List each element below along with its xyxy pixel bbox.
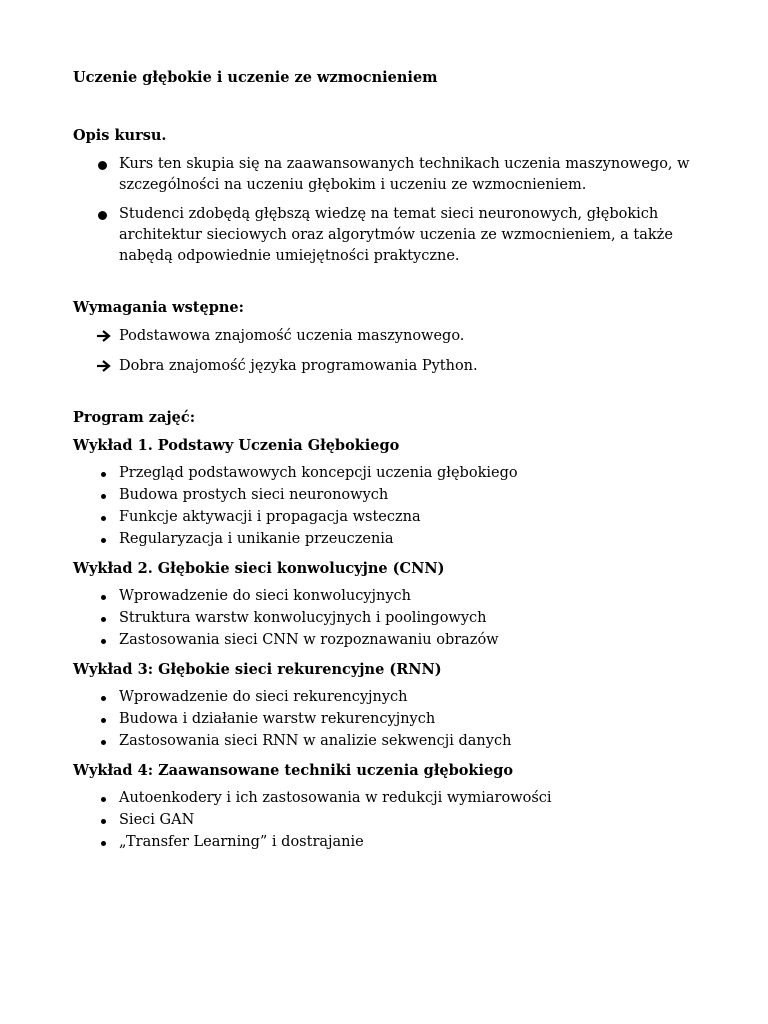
- arrow-right-icon: [97, 360, 111, 372]
- list-item-text: Funkcje aktywacji i propagacja wsteczna: [119, 509, 421, 525]
- list-item-text: Autoenkodery i ich zastosowania w redukcji wymiarowości: [119, 790, 552, 806]
- list-item: [73, 731, 703, 752]
- lecture-title: Wykład 4: Zaawansowane techniki uczenia głębokiego: [73, 762, 514, 779]
- list-item-text: Kurs ten skupia się na zaawansowanych technikach uczenia maszynowego, w szczególności na uczeniu głębokim i uczeniu ze wzmocnieniem.: [119, 156, 690, 193]
- list-item: [73, 709, 703, 730]
- list-item: [73, 326, 703, 347]
- list-item-text: Zastosowania sieci RNN w analizie sekwencji danych: [119, 733, 512, 749]
- prerequisites-heading: Wymagania wstępne:: [73, 299, 244, 316]
- list-item-text: Regularyzacja i unikanie przeuczenia: [119, 531, 394, 547]
- list-item-text: Struktura warstw konwolucyjnych i poolingowych: [119, 610, 487, 626]
- bullet-icon: [101, 516, 106, 521]
- prerequisites-list: [73, 326, 703, 377]
- list-item-text: Zastosowania sieci CNN w rozpoznawaniu obrazów: [119, 632, 499, 648]
- list-item: [73, 608, 703, 629]
- bullet-icon: [101, 740, 106, 745]
- list-item: [73, 485, 703, 506]
- list-item: [73, 586, 703, 607]
- list-item-text: „Transfer Learning” i dostrajanie: [119, 834, 364, 850]
- list-item: [73, 356, 703, 377]
- list-item-text: Budowa i działanie warstw rekurencyjnych: [119, 711, 436, 727]
- list-item: [73, 630, 703, 651]
- list-item: [73, 832, 703, 853]
- bullet-icon: [101, 472, 106, 477]
- list-item: [73, 788, 703, 809]
- bullet-icon: [101, 538, 106, 543]
- bullet-icon: [101, 718, 106, 723]
- list-item: [73, 204, 703, 267]
- bullet-icon: [98, 161, 107, 170]
- list-item-text: Dobra znajomość języka programowania Python.: [119, 358, 478, 374]
- list-item: [73, 810, 703, 831]
- lecture-title: Wykład 2. Głębokie sieci konwolucyjne (CNN): [73, 560, 445, 577]
- bullet-icon: [101, 819, 106, 824]
- list-item: [73, 507, 703, 528]
- bullet-icon: [101, 595, 106, 600]
- lecture-block: [73, 558, 703, 651]
- bullet-icon: [101, 494, 106, 499]
- lecture-block: [73, 659, 703, 752]
- course-description-list: [73, 154, 703, 267]
- list-item: [73, 154, 703, 196]
- list-item: [73, 529, 703, 550]
- document-title: Uczenie głębokie i uczenie ze wzmocnieniem: [73, 69, 438, 86]
- lecture-topic-list: [73, 788, 703, 853]
- list-item-text: Podstawowa znajomość uczenia maszynowego.: [119, 328, 465, 344]
- bullet-icon: [101, 639, 106, 644]
- bullet-icon: [101, 841, 106, 846]
- bullet-icon: [101, 617, 106, 622]
- list-item: [73, 687, 703, 708]
- list-item-text: Wprowadzenie do sieci rekurencyjnych: [119, 689, 408, 705]
- arrow-right-icon: [97, 330, 111, 342]
- lecture-block: [73, 760, 703, 853]
- bullet-icon: [101, 696, 106, 701]
- list-item: [73, 463, 703, 484]
- course-description-section: [73, 125, 703, 267]
- program-heading: Program zajęć:: [73, 409, 196, 426]
- program-section: [73, 407, 703, 853]
- lecture-topic-list: [73, 463, 703, 550]
- bullet-icon: [98, 211, 107, 220]
- lecture-topic-list: [73, 586, 703, 651]
- lecture-topic-list: [73, 687, 703, 752]
- list-item-text: Studenci zdobędą głębszą wiedzę na temat sieci neuronowych, głębokich architektur sieciowych oraz algorytmów uczenia ze wzmocnieniem, a także nabędą odpowiednie umiejętności praktyczne.: [119, 206, 673, 264]
- list-item-text: Budowa prostych sieci neuronowych: [119, 487, 389, 503]
- bullet-icon: [101, 797, 106, 802]
- lecture-title: Wykład 1. Podstawy Uczenia Głębokiego: [73, 437, 400, 454]
- document-body: [73, 67, 703, 861]
- course-description-heading: Opis kursu.: [73, 127, 167, 144]
- list-item-text: Wprowadzenie do sieci konwolucyjnych: [119, 588, 411, 604]
- lecture-title: Wykład 3: Głębokie sieci rekurencyjne (RNN): [73, 661, 442, 678]
- list-item-text: Przegląd podstawowych koncepcji uczenia głębokiego: [119, 465, 518, 481]
- list-item-text: Sieci GAN: [119, 812, 195, 828]
- lecture-block: [73, 435, 703, 550]
- prerequisites-section: [73, 297, 703, 377]
